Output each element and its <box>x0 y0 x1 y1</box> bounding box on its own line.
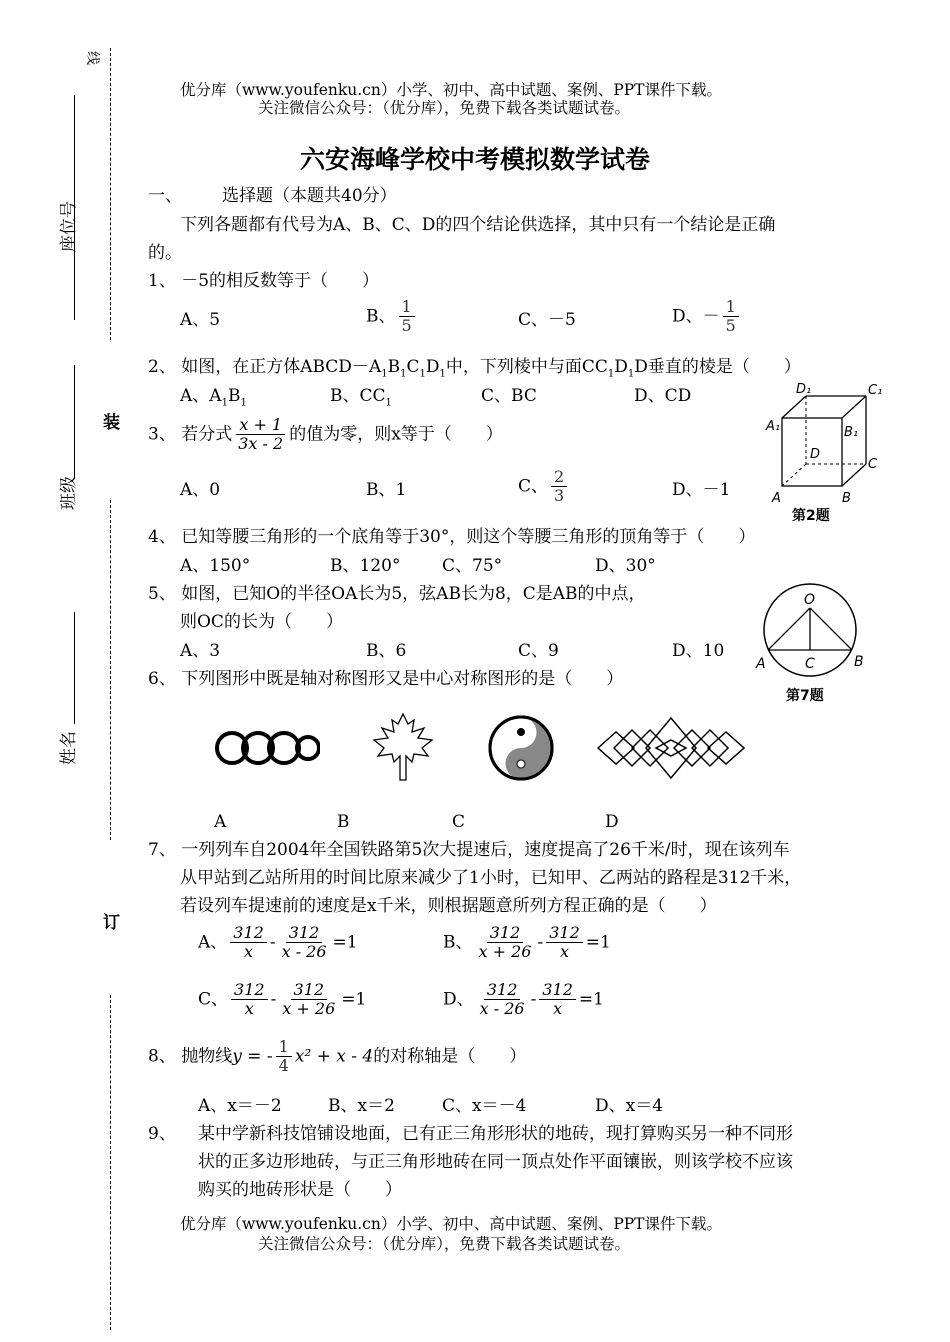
minus-sign: - <box>270 989 277 1010</box>
q4-option-c: C、75° <box>442 556 503 576</box>
cube-figure <box>760 380 900 530</box>
section-intro: 下列各题都有代号为A、B、C、D的四个结论供选择，其中只有一个结论是正确 <box>180 215 776 235</box>
q1-option-a: A、5 <box>180 310 221 330</box>
q7-c-frac1 <box>231 981 268 1018</box>
q5-stem-2: 则OC的长为（ ） <box>180 612 343 632</box>
binding-line <box>110 500 111 840</box>
minus-sign: - <box>269 932 276 953</box>
q8-stem <box>148 1038 526 1075</box>
cube-label-C: C <box>868 457 878 472</box>
frac-num: 312 <box>291 981 328 1000</box>
footer-line-2: 关注微信公众号：（优分库），免费下载各类试题试卷。 <box>258 1235 631 1253</box>
frac-den: x - 26 <box>479 999 525 1018</box>
maple-leaf-icon <box>368 710 438 785</box>
section-number: 一、 <box>148 186 182 206</box>
q3-post: 的值为零，则x等于（ ） <box>289 424 503 445</box>
circle-label-O: O <box>804 592 816 608</box>
q2-stem-part: D <box>614 357 628 377</box>
q7-a-frac2 <box>279 924 330 961</box>
q3-c-fraction <box>551 468 567 505</box>
q9-stem-2: 状的正多边形地砖，与正三角形地砖在同一顶点处作平面镶嵌，则该学校不应该 <box>198 1152 793 1172</box>
q7-option-c <box>198 981 366 1018</box>
q4-option-a: A、150° <box>180 556 251 576</box>
header-line-2: 关注微信公众号：（优分库），免费下载各类试题试卷。 <box>258 99 631 117</box>
q6-label-c: C <box>452 812 466 832</box>
q2-a-text: B <box>227 386 241 406</box>
q6-label-b: B <box>337 812 350 832</box>
xian-mark: 线 <box>84 51 100 65</box>
q3-stem <box>148 416 503 453</box>
q5-stem: 5、 如图，已知O的半径OA长为5，弦AB长为8，C是AB的中点， <box>148 584 646 604</box>
section-intro-2: 的。 <box>148 243 182 263</box>
section-heading: 选择题（本题共40分） <box>222 186 397 206</box>
frac-den: x + 26 <box>282 999 336 1018</box>
q2-option-d: D、CD <box>634 386 692 406</box>
q2-sub: 1 <box>419 368 426 380</box>
cube-label-D1: D₁ <box>796 382 812 397</box>
q1-b-num: 1 <box>399 298 415 317</box>
q2-sub: 1 <box>221 397 228 409</box>
header-line-1: 优分库（www.youfenku.cn）小学、初中、高中试题、案例、PPT课件下载。 <box>180 81 723 99</box>
frac-den: x - 26 <box>281 942 327 961</box>
q3-option-d: D、－1 <box>672 480 731 500</box>
q2-stem-part: 2、 如图，在正方体ABCD－A <box>148 357 382 377</box>
q8-post: 的对称轴是（ ） <box>373 1046 527 1067</box>
q2-sub: 1 <box>240 397 247 409</box>
q8-num: 1 <box>276 1038 292 1057</box>
q2-stem-part: D <box>425 357 440 377</box>
q2-stem-part: B <box>387 357 401 377</box>
q2-stem-part: 中，下列棱中与面CC <box>445 357 608 377</box>
q7-option-d <box>443 981 604 1018</box>
q2-sub: 1 <box>400 368 407 380</box>
q3-c-label: C、 <box>518 476 549 497</box>
q7-c-label: C、 <box>198 989 229 1010</box>
q8-option-d: D、x＝4 <box>595 1096 664 1116</box>
q2-sub: 1 <box>627 368 635 380</box>
seat-label: 座位号 <box>59 201 79 252</box>
q4-stem: 4、 已知等腰三角形的一个底角等于30°，则这个等腰三角形的顶角等于（ ） <box>148 527 756 547</box>
q4-option-b: B、120° <box>330 556 401 576</box>
q7-c-frac2 <box>279 981 338 1018</box>
q2-sub: 1 <box>381 368 388 380</box>
q1-d-den: 5 <box>725 316 736 335</box>
q2-option-c: C、BC <box>481 386 537 406</box>
q2-b-text: B、CC <box>330 386 386 406</box>
q3-pre: 3、 若分式 <box>148 424 233 445</box>
frac-den: x <box>244 942 254 961</box>
frac-num: 312 <box>286 924 323 943</box>
q9-number: 9、 <box>148 1124 176 1144</box>
q1-b-den: 5 <box>401 316 412 335</box>
diamond-chain-icon <box>596 712 746 787</box>
q8-fraction <box>276 1038 292 1075</box>
frac-num: 312 <box>539 981 576 1000</box>
q8-pre: 8、 抛物线 <box>148 1046 233 1067</box>
frac-den: x <box>553 999 563 1018</box>
q2-sub: 1 <box>607 368 615 380</box>
circle-caption: 第7题 <box>786 688 824 704</box>
q7-d-frac1 <box>477 981 528 1018</box>
q6-stem: 6、 下列图形中既是轴对称图形又是中心对称图形的是（ ） <box>148 669 624 689</box>
q3-option-a: A、0 <box>180 480 221 500</box>
cube-label-D: D <box>810 447 821 462</box>
rings-icon <box>210 720 320 780</box>
q8-option-b: B、x＝2 <box>328 1096 395 1116</box>
q7-b-label: B、 <box>443 932 473 953</box>
q2-option-a <box>180 386 247 413</box>
yin-yang-icon <box>486 713 556 783</box>
q1-option-b <box>366 298 418 335</box>
q2-sub: 1 <box>439 368 446 380</box>
q1-d-num: 1 <box>723 298 739 317</box>
q3-den: 3x - 2 <box>238 434 284 453</box>
circle-label-A: A <box>756 656 766 672</box>
class-underline <box>74 365 75 477</box>
q7-b-frac1 <box>476 924 535 961</box>
frac-num: 312 <box>231 981 268 1000</box>
frac-den: x <box>244 999 254 1018</box>
equals-one: =1 <box>332 932 358 953</box>
minus-sign: - <box>530 989 537 1010</box>
q1-b-label: B、 <box>366 306 396 327</box>
q8-tail: x² + x - 4 <box>294 1046 374 1067</box>
q9-stem-3: 购买的地砖形状是（ ） <box>198 1180 402 1200</box>
q1-stem: 1、 －5的相反数等于（ ） <box>148 271 380 291</box>
class-label: 班级 <box>59 476 79 510</box>
q7-stem-3: 若设列车提速前的速度是x千米，则根据题意所列方程正确的是（ ） <box>180 896 717 916</box>
q1-option-c: C、－5 <box>518 310 576 330</box>
cube-label-B1: B₁ <box>844 425 859 440</box>
q7-stem-2: 从甲站到乙站所用的时间比原来减少了1小时，已知甲、乙两站的路程是312千米， <box>180 868 802 888</box>
q8-option-a: A、x＝－2 <box>198 1096 282 1116</box>
page-title: 六安海峰学校中考模拟数学试卷 <box>299 145 650 174</box>
q2-stem-part: C <box>406 357 420 377</box>
circle-label-C: C <box>805 656 815 672</box>
q2-a-text: A、A <box>180 386 222 406</box>
q1-d-label: D、－ <box>672 306 720 327</box>
minus-sign: - <box>537 932 544 953</box>
frac-den: x <box>559 942 569 961</box>
q5-option-c: C、9 <box>518 641 559 661</box>
frac-num: 312 <box>484 981 521 1000</box>
equals-one: =1 <box>585 932 611 953</box>
circle-label-B: B <box>854 654 864 670</box>
q8-option-c: C、x＝－4 <box>442 1096 527 1116</box>
q7-stem: 7、 一列列车自2004年全国铁路第5次大提速后，速度提高了26千米/时，现在该列车 <box>148 840 790 860</box>
q7-option-b <box>443 924 611 961</box>
q7-b-frac2 <box>546 924 583 961</box>
frac-num: 312 <box>230 924 267 943</box>
footer-line-1: 优分库（www.youfenku.cn）小学、初中、高中试题、案例、PPT课件下载。 <box>180 1215 723 1233</box>
equals-one: =1 <box>341 989 367 1010</box>
q4-option-d: D、30° <box>595 556 656 576</box>
q3-option-b: B、1 <box>366 480 407 500</box>
q3-option-c <box>518 468 570 505</box>
q3-fraction <box>235 416 286 453</box>
cube-label-C1: C₁ <box>868 383 883 398</box>
q1-b-fraction <box>399 298 415 335</box>
q5-option-a: A、3 <box>180 641 221 661</box>
q3-c-den: 3 <box>554 486 565 505</box>
q1-option-d <box>672 298 742 335</box>
frac-den: x + 26 <box>478 942 532 961</box>
q5-option-b: B、6 <box>366 641 407 661</box>
q6-label-a: A <box>214 812 227 832</box>
zhuang-mark: 装 <box>103 413 120 433</box>
ding-mark: 订 <box>103 913 120 933</box>
q8-y: y = - <box>232 1046 273 1067</box>
cube-label-A: A <box>772 491 781 506</box>
cube-label-A1: A₁ <box>766 419 781 434</box>
q9-stem: 某中学新科技馆铺设地面，已有正三角形形状的地砖，现打算购买另一种不同形 <box>198 1124 793 1144</box>
binding-line <box>110 48 111 340</box>
frac-num: 312 <box>487 924 524 943</box>
q7-d-frac2 <box>539 981 576 1018</box>
q2-stem-part: D垂直的棱是（ ） <box>634 357 801 377</box>
name-label: 姓名 <box>59 731 79 765</box>
q7-a-frac1 <box>230 924 267 961</box>
q5-option-d: D、10 <box>672 641 725 661</box>
q7-option-a <box>198 924 358 961</box>
q2-stem <box>148 357 801 384</box>
q3-num: x + 1 <box>236 416 285 435</box>
frac-num: 312 <box>546 924 583 943</box>
circle-figure <box>752 572 872 712</box>
q3-c-num: 2 <box>551 468 567 487</box>
q2-sub: 1 <box>385 397 392 409</box>
equals-one: =1 <box>578 989 604 1010</box>
q1-d-fraction <box>723 298 739 335</box>
cube-caption: 第2题 <box>792 508 830 524</box>
q7-a-label: A、 <box>198 932 228 953</box>
q7-d-label: D、 <box>443 989 474 1010</box>
name-underline <box>74 612 75 724</box>
q2-option-b <box>330 386 392 413</box>
binding-line <box>110 995 111 1330</box>
q6-label-d: D <box>605 812 619 832</box>
cube-label-B: B <box>842 491 851 506</box>
q8-den: 4 <box>278 1056 289 1075</box>
